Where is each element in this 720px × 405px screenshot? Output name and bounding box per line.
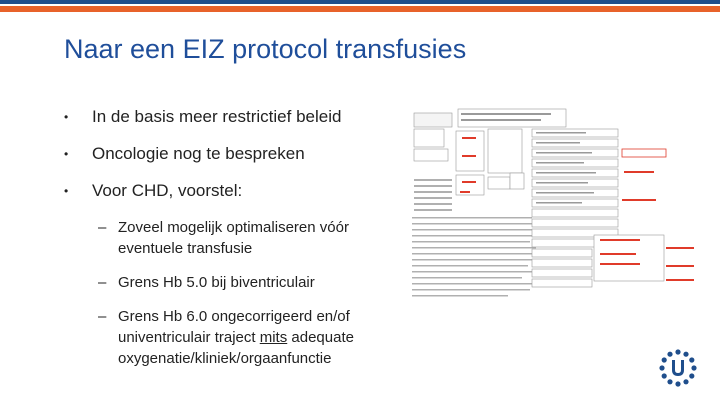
top-bar-orange <box>0 6 720 12</box>
page-title: Naar een EIZ protocol transfusies <box>64 34 467 64</box>
sub-bullet-text-underlined: mits <box>259 329 288 346</box>
bullet-item: • Voor CHD, voorstel: <box>64 181 243 200</box>
transfusion-flowchart-image <box>408 107 720 317</box>
sub-bullet-text-pre: Grens Hb 6.0 ongecorrigeerd en/of univentriculair traject <box>118 308 350 346</box>
sub-bullet-text: Zoveel mogelijk optimaliseren vóór eventuele transfusie <box>118 219 349 257</box>
bullet-text: In de basis meer restrictief beleid <box>92 107 342 126</box>
sub-bullet-text: Grens Hb 5.0 bij biventriculair <box>118 274 315 291</box>
bullet-item: • In de basis meer restrictief beleid <box>64 107 342 126</box>
bullet-text: Oncologie nog te bespreken <box>92 144 305 163</box>
top-bar-blue <box>0 0 720 4</box>
sub-bullet-text-post: adequate oxygenatie/kliniek/orgaanfunctie <box>118 329 354 367</box>
bullet-item: • Oncologie nog te bespreken <box>64 144 305 163</box>
sub-bullet-item: – Grens Hb 5.0 bij biventriculair <box>98 274 315 291</box>
sub-bullet-item: – Grens Hb 6.0 ongecorrigeerd en/of univentriculair traject mits adequate oxygenatie/kliniek/orgaanfunctie <box>98 308 354 367</box>
bullet-text: Voor CHD, voorstel: <box>92 181 243 200</box>
umc-logo-icon <box>658 348 698 388</box>
sub-bullet-item: – Zoveel mogelijk optimaliseren vóór eventuele transfusie <box>98 219 349 257</box>
bullet-list <box>64 106 394 382</box>
